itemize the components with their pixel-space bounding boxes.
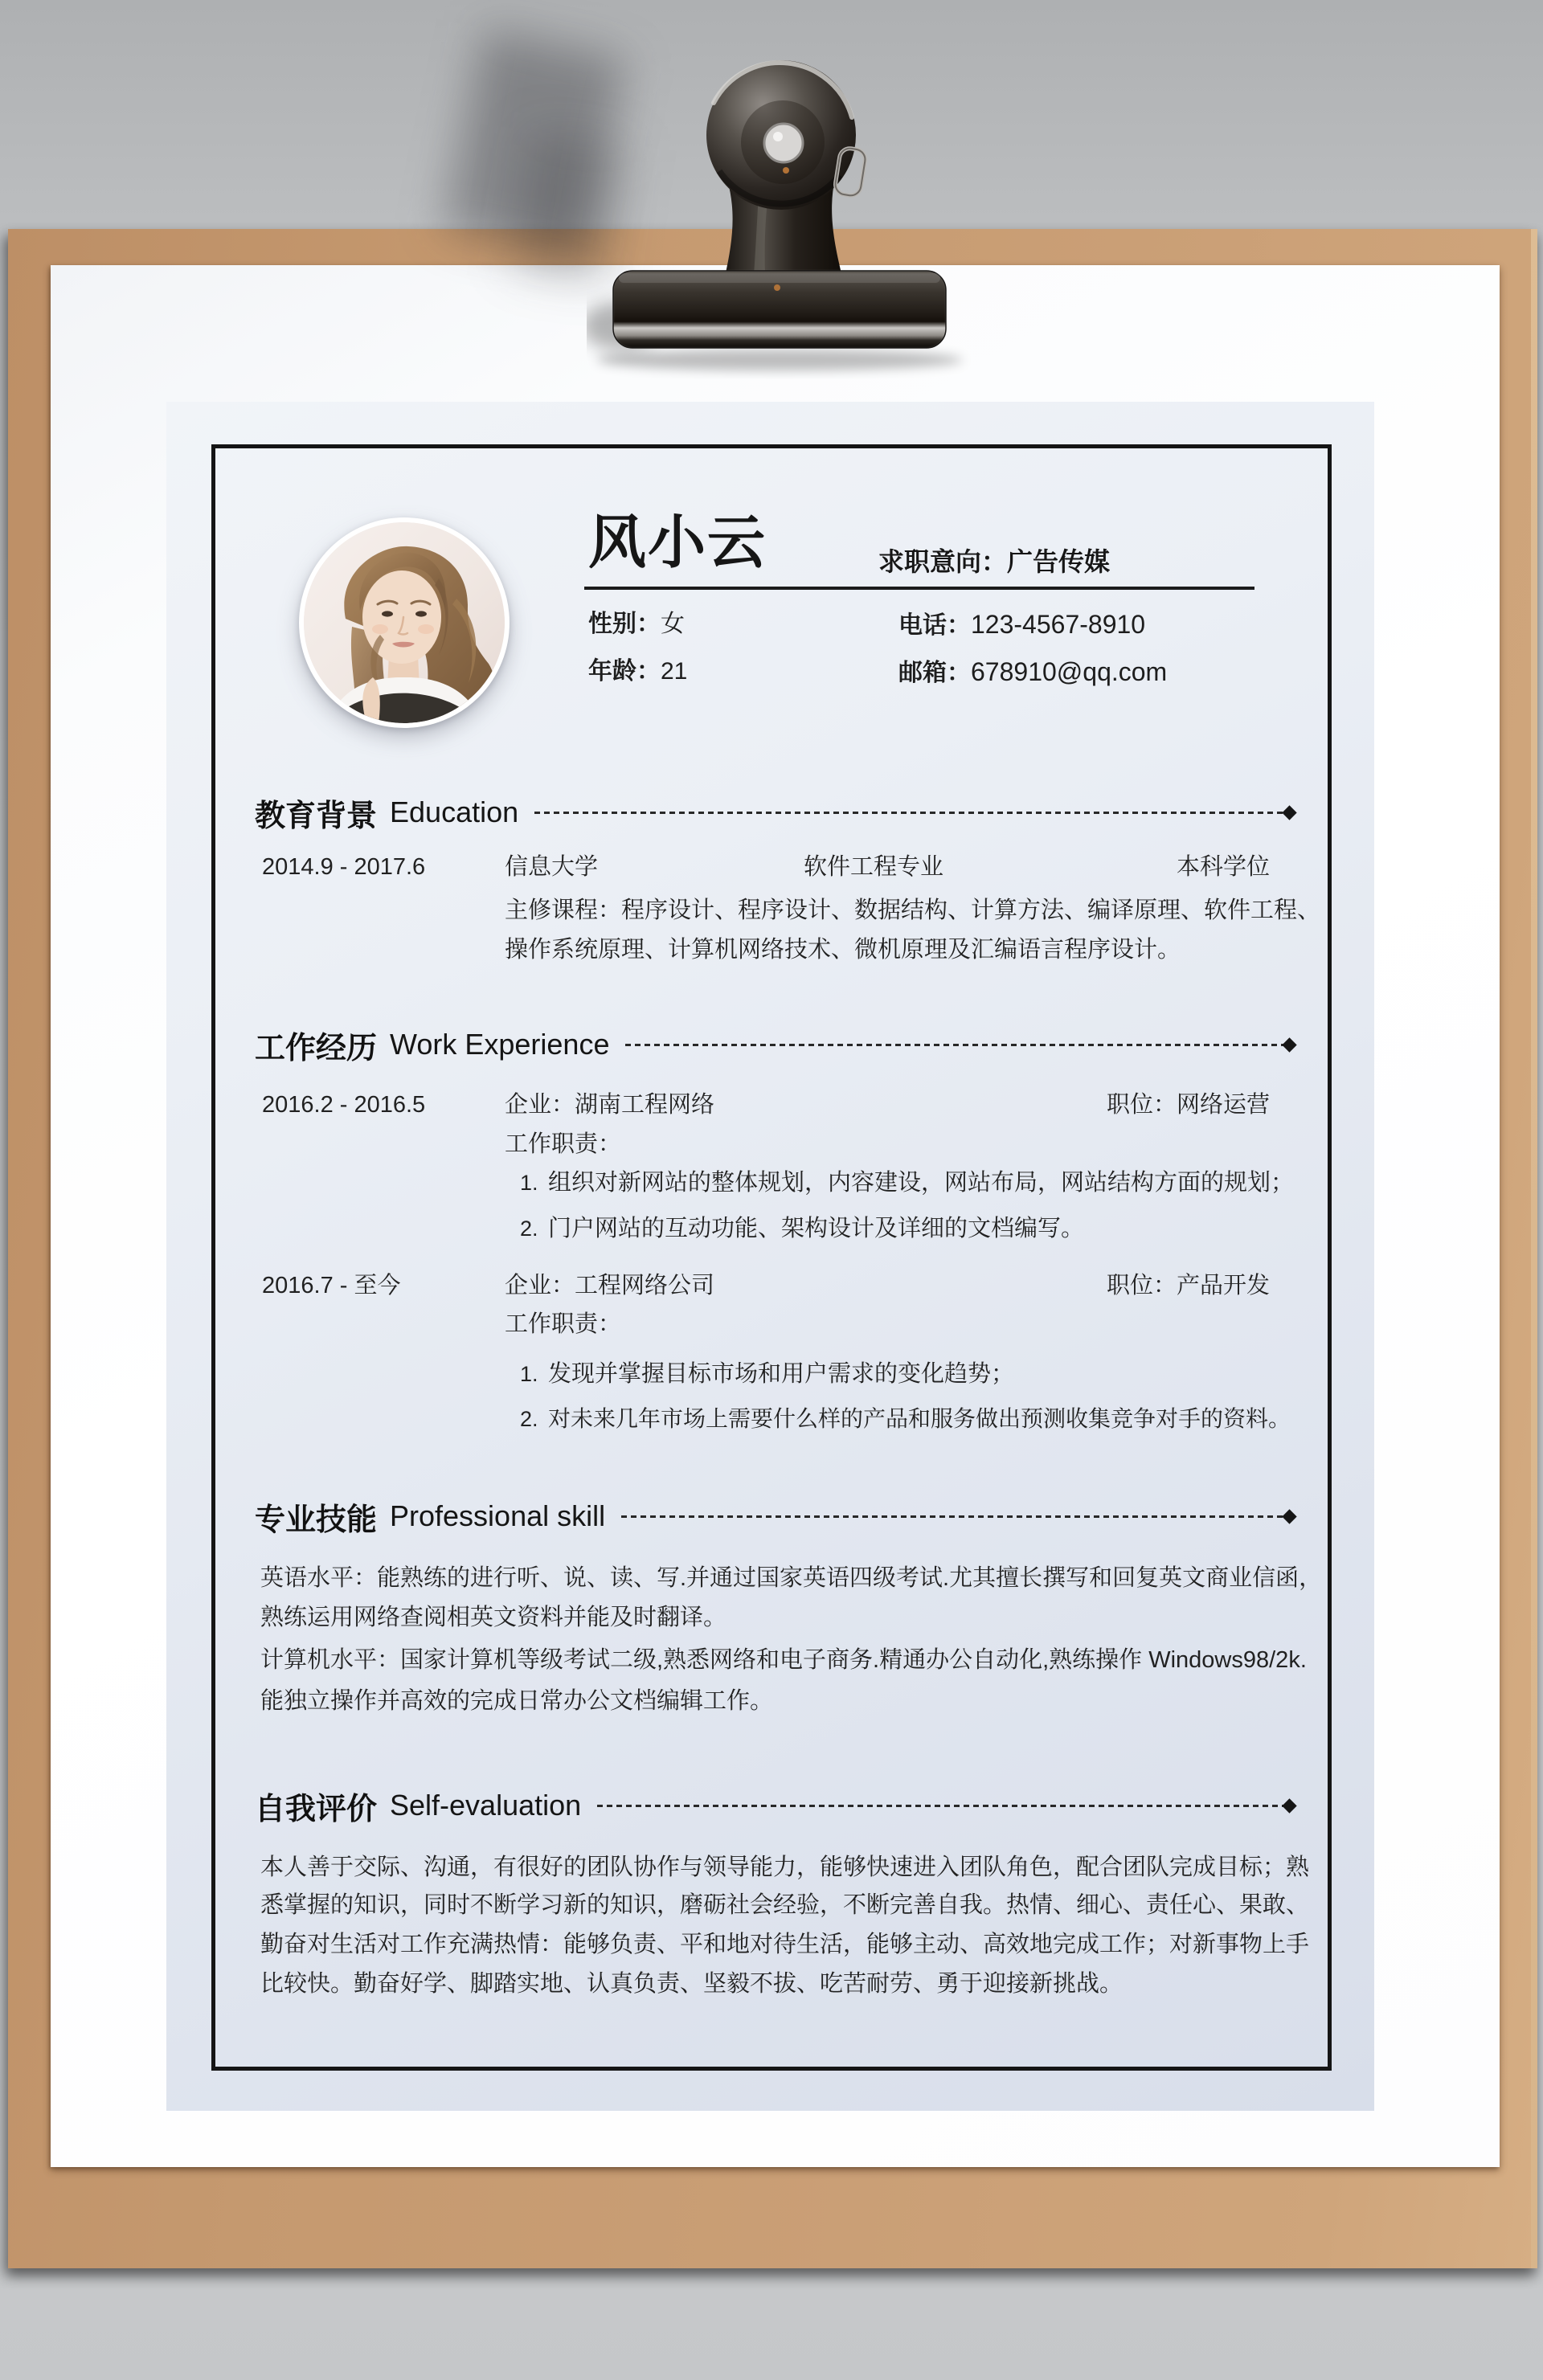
heading-dash-line [534, 812, 1283, 814]
job2-position: 职位：产品开发 [1106, 1273, 1270, 1298]
phone-row [898, 611, 1145, 639]
skill-heading [255, 1496, 1295, 1536]
job1-duty-label: 工作职责： [505, 1131, 622, 1157]
binder-clip-icon [587, 22, 972, 384]
job2-duty2-num: 2. [520, 1407, 538, 1431]
selfeval-line2: 悉掌握的知识，同时不断学习新的知识，磨砺社会经验，不断完善自我。热情、细心、责任心、果敢、 [260, 1892, 1310, 1918]
email-row [898, 659, 1167, 686]
work-heading [255, 1024, 1295, 1065]
selfeval-title-en: Self-evaluation [390, 1789, 582, 1822]
job-intent-value: 广告传媒 [1007, 547, 1111, 576]
selfeval-heading [255, 1785, 1295, 1826]
education-courses-line2: 操作系统原理、计算机网络技术、微机原理及汇编语言程序设计。 [505, 937, 1181, 963]
job1-company: 企业：湖南工程网络 [505, 1092, 715, 1118]
job1-duty2-text: 门户网站的互动功能、架构设计及详细的文档编写。 [548, 1216, 1085, 1241]
job1-duty1-text: 组织对新网站的整体规划，内容建设，网站布局，网站结构方面的规划； [548, 1170, 1295, 1196]
job2-duty-label: 工作职责： [505, 1311, 622, 1337]
skill-line1: 英语水平：能熟练的进行听、说、读、写.并通过国家英语四级考试.尤其擅长撰写和回复英文商业信函， [260, 1565, 1323, 1591]
job2-duty2-text: 对未来几年市场上需要什么样的产品和服务做出预测收集竞争对手的资料。 [548, 1406, 1291, 1431]
work-title-zh: 工作经历 [255, 1031, 378, 1065]
heading-dash-line [621, 1515, 1283, 1518]
education-heading [255, 792, 1295, 832]
job1-position: 职位：网络运营 [1106, 1092, 1270, 1118]
job2-duty1-num: 1. [520, 1362, 538, 1386]
email-value: 678910@qq.com [971, 657, 1168, 686]
avatar-portrait-icon [304, 522, 505, 723]
selfeval-line1: 本人善于交际、沟通，有很好的团队协作与领导能力，能够快速进入团队角色，配合团队完成目标；熟 [260, 1855, 1310, 1880]
heading-dash-line [597, 1805, 1283, 1807]
selfeval-line4: 比较快。勤奋好学、脚踏实地、认真负责、坚毅不拔、吃苦耐劳、勇于迎接新挑战。 [260, 1971, 1123, 1997]
gender-label: 性别： [588, 611, 661, 637]
age-label: 年龄： [588, 658, 661, 685]
diamond-icon [1282, 805, 1296, 820]
skill-line4: 能独立操作并高效的完成日常办公文档编辑工作。 [260, 1688, 774, 1714]
candidate-name: 风小云 [588, 511, 767, 575]
diamond-icon [1282, 1798, 1296, 1813]
skill-line2: 熟练运用网络查阅相英文资料并能及时翻译。 [260, 1605, 727, 1630]
education-major: 软件工程专业 [804, 854, 944, 880]
heading-dash-line [625, 1044, 1283, 1046]
job1-duty2-num: 2. [520, 1217, 538, 1241]
diamond-icon [1282, 1509, 1296, 1523]
phone-label: 电话： [898, 612, 971, 639]
gender-value: 女 [661, 611, 685, 637]
job2-period: 2016.7 - 至今 [262, 1273, 401, 1298]
phone-value: 123-4567-8910 [971, 610, 1146, 639]
work-title-en: Work Experience [390, 1028, 610, 1061]
education-degree: 本科学位 [1176, 854, 1270, 880]
age-row [588, 659, 687, 685]
avatar [299, 517, 510, 728]
header-underline [584, 587, 1254, 590]
education-title-zh: 教育背景 [255, 799, 378, 833]
education-title-en: Education [390, 795, 519, 828]
job-intent [878, 548, 1110, 575]
email-label: 邮箱： [898, 660, 971, 686]
job2-company: 企业：工程网络公司 [505, 1273, 715, 1298]
job2-duty1-text: 发现并掌握目标市场和用户需求的变化趋势； [548, 1361, 1015, 1387]
skill-line3: 计算机水平：国家计算机等级考试二级,熟悉网络和电子商务.精通办公自动化,熟练操作 Windows98/2k. [260, 1647, 1307, 1673]
gender-row [588, 611, 685, 637]
job1-period: 2016.2 - 2016.5 [262, 1092, 426, 1118]
age-value: 21 [661, 658, 688, 685]
education-school: 信息大学 [505, 854, 599, 880]
job-intent-label: 求职意向： [878, 547, 1008, 576]
selfeval-title-zh: 自我评价 [255, 1792, 378, 1826]
skill-title-en: Professional skill [390, 1499, 606, 1532]
education-courses-line1: 主修课程：程序设计、程序设计、数据结构、计算方法、编译原理、软件工程、 [505, 898, 1321, 923]
clipboard-board [8, 229, 1537, 2268]
diamond-icon [1282, 1037, 1296, 1052]
job1-duty1-num: 1. [520, 1171, 538, 1195]
resume-panel [166, 402, 1374, 2111]
resume-paper [51, 265, 1500, 2167]
skill-title-zh: 专业技能 [255, 1503, 378, 1537]
education-period: 2014.9 - 2017.6 [262, 854, 426, 880]
selfeval-line3: 勤奋对生活对工作充满热情：能够负责、平和地对待生活，能够主动、高效地完成工作；对新事物上手 [260, 1932, 1310, 1957]
resume-frame [211, 444, 1332, 2071]
